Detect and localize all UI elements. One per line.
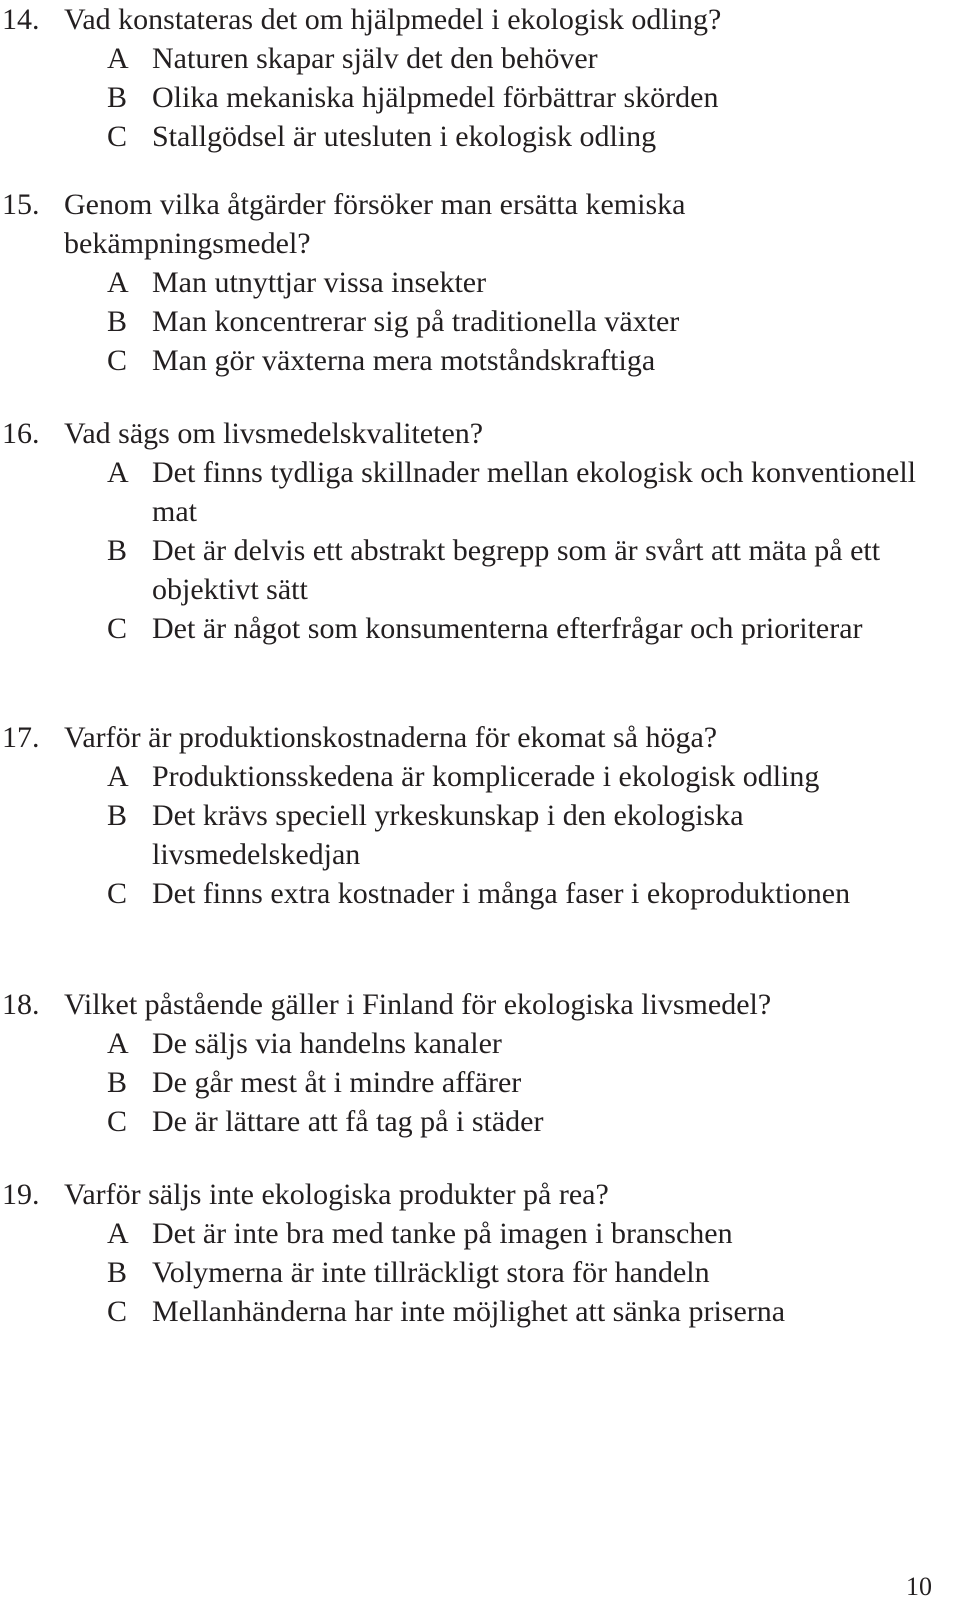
option-letter: C [107,612,128,645]
question-text: Vad sägs om livsmedelskvaliteten? [64,417,484,450]
option-text: Volymerna är inte tillräckligt stora för handeln [152,1256,710,1289]
option-letter: A [107,42,129,75]
question-text: Vilket påstående gäller i Finland för ekologiska livsmedel? [64,988,772,1021]
option-a [0,757,960,796]
option-text: De säljs via handelns kanaler [152,1027,502,1060]
question-14 [0,0,960,156]
option-c [0,1292,960,1331]
option-letter: A [107,266,129,299]
option-text: Man gör växterna mera motståndskraftiga [152,344,656,377]
option-text: De är lättare att få tag på i städer [152,1105,544,1138]
option-text: De går mest åt i mindre affärer [152,1066,522,1099]
question-number: 19. [2,1178,40,1211]
option-text: Det finns extra kostnader i många faser i ekoproduktionen [152,877,851,910]
question-heading [0,185,960,263]
option-a [0,1214,960,1253]
option-text: Mellanhänderna har inte möjlighet att sänka priserna [152,1295,786,1328]
option-letter: B [107,1256,128,1289]
question-heading [0,985,960,1024]
option-text: Det är något som konsumenterna efterfrågar och prioriterar [152,612,863,645]
option-text: Det är delvis ett abstrakt begrepp som är svårt att mäta på ett objektivt sätt [152,534,881,606]
question-19 [0,1175,960,1331]
option-letter: C [107,120,128,153]
question-heading [0,1175,960,1214]
question-17 [0,718,960,913]
option-b [0,302,960,341]
question-heading [0,718,960,757]
option-letter: B [107,1066,128,1099]
option-text: Produktionsskedena är komplicerade i ekologisk odling [152,760,820,793]
option-letter: B [107,534,128,567]
question-number: 17. [2,721,40,754]
option-text: Det krävs speciell yrkeskunskap i den ekologiska livsmedelskedjan [152,799,744,871]
option-letter: A [107,1217,129,1250]
question-number: 15. [2,188,40,221]
question-text: Varför är produktionskostnaderna för ekomat så höga? [64,721,718,754]
question-number: 18. [2,988,40,1021]
question-heading [0,0,960,39]
option-b [0,796,960,874]
option-letter: C [107,877,128,910]
option-letter: A [107,760,129,793]
question-heading [0,414,960,453]
option-b [0,1253,960,1292]
option-text: Det finns tydliga skillnader mellan ekologisk och konventionell mat [152,456,917,528]
option-letter: C [107,1295,128,1328]
option-c [0,341,960,380]
option-letter: A [107,456,129,489]
page-number: 10 [906,1572,932,1601]
option-a [0,1024,960,1063]
question-number: 14. [2,3,40,36]
option-letter: C [107,344,128,377]
option-b [0,78,960,117]
question-16 [0,414,960,648]
option-b [0,531,960,609]
question-15 [0,185,960,380]
option-text: Man koncentrerar sig på traditionella växter [152,305,680,338]
option-letter: B [107,799,128,832]
option-text: Det är inte bra med tanke på imagen i branschen [152,1217,733,1250]
option-letter: B [107,305,128,338]
question-text: Vad konstateras det om hjälpmedel i ekologisk odling? [64,3,722,36]
question-text: Varför säljs inte ekologiska produkter på rea? [64,1178,609,1211]
option-a [0,263,960,302]
option-b [0,1063,960,1102]
option-text: Olika mekaniska hjälpmedel förbättrar skörden [152,81,719,114]
option-text: Stallgödsel är utesluten i ekologisk odling [152,120,657,153]
option-c [0,1102,960,1141]
option-letter: C [107,1105,128,1138]
option-c [0,117,960,156]
question-18 [0,985,960,1141]
question-number: 16. [2,417,40,450]
option-c [0,874,960,913]
option-a [0,453,960,531]
option-text: Naturen skapar själv det den behöver [152,42,598,75]
question-text: Genom vilka åtgärder försöker man ersätta kemiska bekämpningsmedel? [64,188,686,260]
option-text: Man utnyttjar vissa insekter [152,266,487,299]
option-letter: B [107,81,128,114]
option-a [0,39,960,78]
option-c [0,609,960,648]
option-letter: A [107,1027,129,1060]
